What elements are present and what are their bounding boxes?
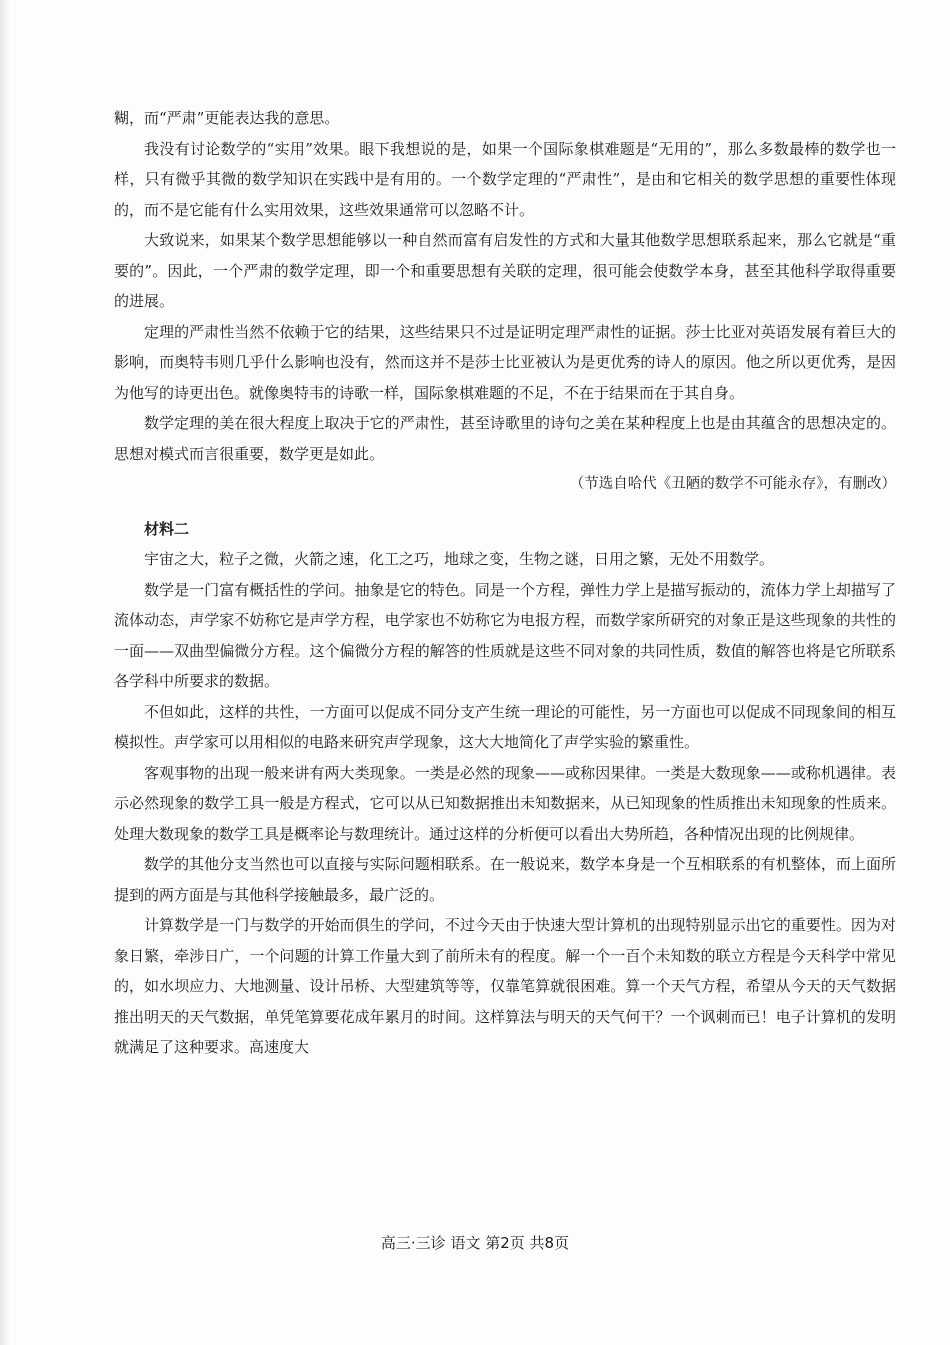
- paragraph: 计算数学是一门与数学的开始而俱生的学问，不过今天由于快速大型计算机的出现特别显示出它的重要性。因为对象日繁，牵涉日广，一个问题的计算工作量大到了前所未有的程度。解一个一百个未知数的联立方程是今天科学中常见的，如水坝应力、大地测量、设计吊桥、大型建筑等等，仅靠笔算就很困难。算一个天气方程，希望从今天的天气数据推出明天的天气数据，单凭笔算要花成年累月的时间。这样算法与明天的天气何干？一个讽刺而已！电子计算机的发明就满足了这种要求。高速度大: [114, 916, 896, 1056]
- scan-edge-shadow: [0, 0, 10, 1345]
- paragraph: 我没有讨论数学的“实用”效果。眼下我想说的是，如果一个国际象棋难题是“无用的”，那么多数最棒的数学也一样，只有微乎其微的数学知识在实践中是有用的。一个数学定理的“严肃性”，是由和它相关的数学思想的重要性体现的，而不是它能有什么实用效果，这些效果通常可以忽略不计。: [114, 139, 896, 219]
- paragraph: 宇宙之大，粒子之微，火箭之速，化工之巧，地球之变，生物之谜，日用之繁，无处不用数学。: [144, 550, 775, 568]
- paragraph: 数学的其他分支当然也可以直接与实际问题相联系。在一般说来，数学本身是一个互相联系的有机整体，而上面所提到的两方面是与其他科学接触最多，最广泛的。: [114, 855, 896, 904]
- paragraph: 不但如此，这样的共性，一方面可以促成不同分支产生统一理论的可能性，另一方面也可以促成不同现象间的相互模拟性。声学家可以用相似的电路来研究声学现象，这大大地简化了声学实验的繁重性。: [114, 702, 896, 751]
- paragraph: 定理的严肃性当然不依赖于它的结果，这些结果只不过是证明定理严肃性的证据。莎士比亚对英语发展有着巨大的影响，而奥特韦则几乎什么影响也没有，然而这并不是莎士比亚被认为是更优秀的诗人的原因。他之所以更优秀，是因为他写的诗更出色。就像奥特韦的诗歌一样，国际象棋难题的不足，不在于结果而在于其自身。: [114, 322, 896, 402]
- material-two-heading: 材料二: [144, 519, 190, 538]
- paragraph: 数学定理的美在很大程度上取决于它的严肃性，甚至诗歌里的诗句之美在某种程度上也是由其蕴含的思想决定的。思想对模式而言很重要，数学更是如此。: [114, 414, 896, 463]
- source-note: （节选自哈代《丑陋的数学不可能永存》，有删改）: [569, 476, 896, 492]
- paragraph-continuation: 糊，而“严肃”更能表达我的意思。: [114, 109, 340, 127]
- page-footer: 高三·三诊 语文 第2页 共8页: [380, 1234, 570, 1252]
- paragraph: 客观事物的出现一般来讲有两大类现象。一类是必然的现象——或称因果律。一类是大数现象——或称机遇律。表示必然现象的数学工具一般是方程式，它可以从已知数据推出未知数据来，从已知现象的性质推出未知现象的性质来。处理大数现象的数学工具是概率论与数理统计。通过这样的分析便可以看出大势所趋，各种情况出现的比例规律。: [114, 763, 896, 843]
- page-content: [114, 103, 896, 1063]
- paragraph: 大致说来，如果某个数学思想能够以一种自然而富有启发性的方式和大量其他数学思想联系起来，那么它就是“重要的”。因此，一个严肃的数学定理，即一个和重要思想有关联的定理，很可能会使数学本身，甚至其他科学取得重要的进展。: [114, 231, 896, 310]
- paragraph: 数学是一门富有概括性的学问。抽象是它的特色。同是一个方程，弹性力学上是描写振动的，流体力学上却描写了流体动态，声学家不妨称它是声学方程，电学家也不妨称它为电报方程，而数学家所研究的对象正是这些现象的共性的一面——双曲型偏微分方程。这个偏微分方程的解答的性质就是这些不同对象的共同性质，数值的解答也将是它所联系各学科中所要求的数据。: [114, 580, 896, 690]
